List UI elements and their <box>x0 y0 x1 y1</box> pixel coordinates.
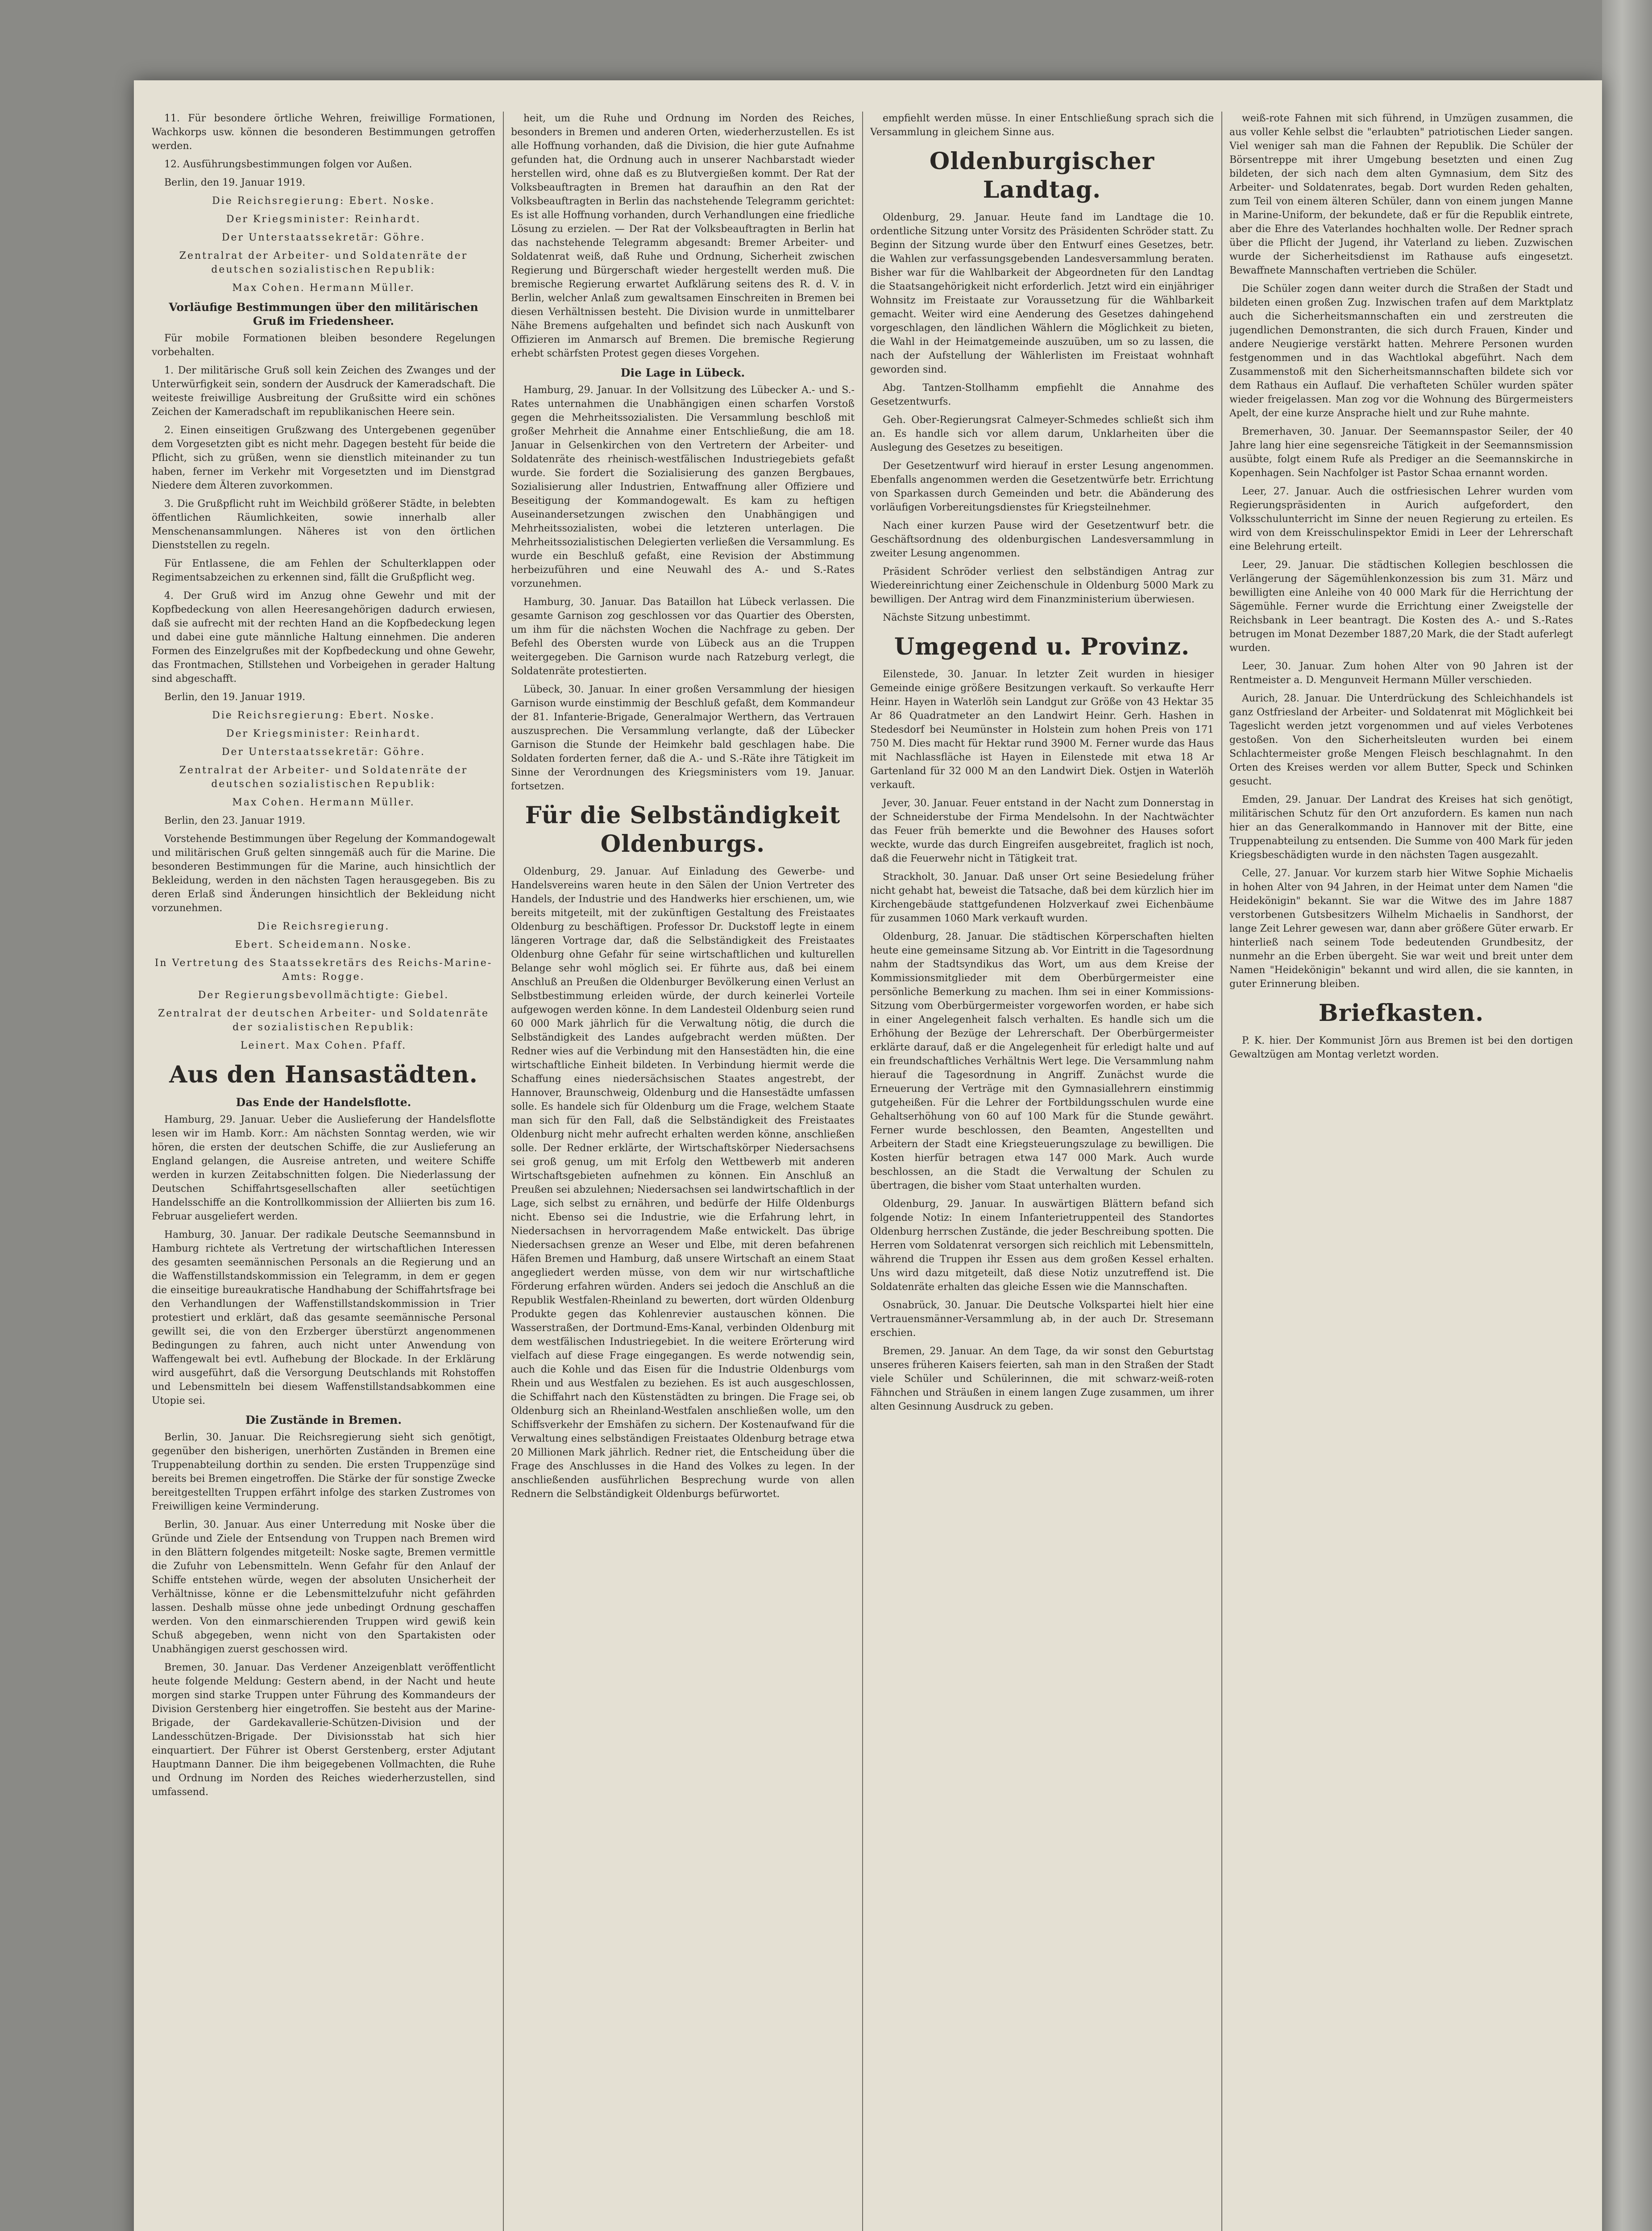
article-subheading: Die Lage in Lübeck. <box>620 366 745 379</box>
article-paragraph: Für Entlassene, die am Fehlen der Schulterklappen oder Regimentsabzeichen zu erkennen sind, fällt die Grußpflicht weg. <box>152 558 495 583</box>
column-3 <box>870 112 1214 2231</box>
article-paragraph: Berlin, den 23. Januar 1919. <box>164 815 306 826</box>
article-paragraph: Abg. Tantzen-Stollhamm empfiehlt die Annahme des Gesetzentwurfs. <box>870 382 1214 407</box>
article-paragraph: Oldenburg, 29. Januar. Heute fand im Landtage die 10. ordentliche Sitzung unter Vorsitz des Präsidenten Schröder statt. Zu Beginn der Sitzung wurde über den Entwurf eines Gesetzes, betr. die Wahlen zur verfassungsgebenden Landesversammlung beraten. Bisher war für die Wahlbarkeit der Abgeordneten für den Landtag die Staatsangehörigkeit nicht erforderlich. Jetzt wird ein einjähriger Wohnsitz im Freistaate zur Voraussetzung für die Wählbarkeit gemacht. Weiter wird eine Aenderung des Gesetzes dahingehend vorgeschlagen, den ländlichen Wählern die Möglichkeit zu bieten, die Wahl in der Heimatgemeinde auszuüben, um so zu lassen, die nach der Aufstellung der Wählerlisten im Freistaat wohnhaft geworden sind. <box>870 212 1214 375</box>
signature-line: Der Kriegsminister: Reinhardt. <box>226 728 421 739</box>
article-paragraph: Für mobile Formationen bleiben besondere Regelungen vorbehalten. <box>152 333 495 358</box>
section-heading: Umgegend u. Provinz. <box>894 633 1190 660</box>
article-paragraph: Nächste Sitzung unbestimmt. <box>883 612 1031 623</box>
article-paragraph: Leer, 29. Januar. Die städtischen Kollegien beschlossen die Verlängerung der Sägemühlenkonzession bis zum 31. März und bewilligten eine Anleihe von 40 000 Mark für die Herrichtung der Sägemühle. Ferner wurde die Errichtung einer Zweigstelle der Reichsbank in Leer beantragt. Die Kosten des A.- und S.-Rates betrugen im Monat Dezember 1887,20 Mark, die der Stadt auferlegt wurden. <box>1229 560 1573 654</box>
article-paragraph: Leer, 27. Januar. Auch die ostfriesischen Lehrer wurden vom Regierungspräsidenten in Aurich aufgefordert, den Volksschulunterricht im Sinne der neuen Regierung zu erteilen. Es wird von dem Kreisschulinspektor Emidi in Leer der Lehrerschaft eine Belehrung erteilt. <box>1229 486 1573 552</box>
article-paragraph: Vorstehende Bestimmungen über Regelung der Kommandogewalt und militärischen Gruß gelten sinngemäß auch für die Marine. Die besonderen Bestimmungen für die Marine, auch hinsichtlich der Bekleidung, werden in den nächsten Tagen herausgegeben. Bis zu deren Erlaß sind Änderungen hinsichtlich der Bekleidung nicht vorzunehmen. <box>152 834 495 914</box>
article-paragraph: Hamburg, 29. Januar. Ueber die Auslieferung der Handelsflotte lesen wir im Hamb. Korr.: Am nächsten Sonntag werden, wie wir hören, die ersten der deutschen Schiffe, die zur Auslieferung an England gelangen, die Ausreise antreten, und weitere Schiffe werden in kurzen Zeitabschnitten folgen. Die Niederlassung der Deutschen Schiffahrtsgesellschaften aller seetüchtigen Handelsschiffe an die Kontrollkommission der Alliierten bis zum 16. Februar ausgeliefert werden. <box>152 1114 495 1222</box>
signature-line: Der Kriegsminister: Reinhardt. <box>226 214 421 225</box>
signature-line: Die Reichsregierung: Ebert. Noske. <box>212 710 435 721</box>
article-subheading: Das Ende der Handelsflotte. <box>236 1096 411 1109</box>
scan-margin <box>1602 0 1652 2231</box>
article-paragraph: Aurich, 28. Januar. Die Unterdrückung des Schleichhandels ist ganz Ostfriesland der Arbeiter- und Soldatenrat mit Möglichkeit bei Tageslicht werden jetzt vorgenommen und auf vieles Verbotenes gestoßen. Von den Sicherheitsleuten wurden bei einem Schlachtermeister große Mengen Fleisch beschlagnahmt. In den Orten des Kreises werden vor allem Butter, Speck und Schinken gesucht. <box>1229 693 1573 787</box>
column-4 <box>1229 112 1573 2231</box>
signature-line: Die Reichsregierung. <box>257 921 390 932</box>
column-rule <box>862 112 863 2231</box>
article-paragraph: Hamburg, 29. Januar. In der Vollsitzung des Lübecker A.- und S.-Rates unternahmen die Unabhängigen einen scharfen Vorstoß gegen die Mehrheitssozialisten. Die Versammlung beschloß mit großer Mehrheit die Annahme einer Entschließung, die am 18. Januar in Gelsenkirchen von den Vertretern der Arbeiter- und Soldatenräte des rheinisch-westfälischen Industriegebiets gefaßt wurde. Sie fordert die Sozialisierung des ganzen Bergbaues, Sozialisierung aller Industrien, Entwaffnung aller Offiziere und Beseitigung der Kommandogewalt. Es kam zu heftigen Auseinandersetzungen zwischen den Unabhängigen und Mehrheitssozialisten, wobei die letzteren unterlagen. Die Mehrheitssozialistischen Delegierten verließen die Versammlung. Es wurde ein Beschluß gefaßt, eine Revision der Abstimmung herbeizuführen und eine Neuwahl des A.- und S.-Rates vorzunehmen. <box>511 385 855 589</box>
article-paragraph: Hamburg, 30. Januar. Der radikale Deutsche Seemannsbund in Hamburg richtete als Vertretung der wirtschaftlichen Interessen des gesamten seemännischen Personals an die Regierung und an die Waffenstillstandskommission ein Telegramm, in dem er gegen die einseitige bureaukratische Handhabung der Schiffahrtsfrage bei den Verhandlungen der Waffenstillstandskommission in Trier protestiert und erklärt, daß das gesamte seemännische Personal gewillt sei, die von den Erzberger überstürzt angenommenen Bedingungen zu fahren, auch nicht unter Anwendung von Waffengewalt bei evtl. Aufhebung der Blockade. In der Erklärung wird ausgeführt, daß die Versorgung Deutschlands mit Rohstoffen und Lebensmitteln bei diesem Waffenstillstandsabkommen eine Utopie sei. <box>152 1229 495 1406</box>
article-paragraph: Berlin, 30. Januar. Aus einer Unterredung mit Noske über die Gründe und Ziele der Entsendung von Truppen nach Bremen wird in den Blättern folgendes mitgeteilt: Noske sagte, Bremen vermittle die Zufuhr von Lebensmitteln. Wenn Gefahr für den Anlauf der Schiffe entstehen würde, wegen der absoluten Unsicherheit der Verhältnisse, könne er die Lebensmittelzufuhr nicht gefährden lassen. Deshalb müsse ohne jede unbedingt Ordnung geschaffen werden. Von den einmarschierenden Truppen wird gewiß kein Schuß abgegeben, wenn nicht von den Spartakisten oder Unabhängigen zuerst geschossen wird. <box>152 1519 495 1655</box>
signature-line: Zentralrat der Arbeiter- und Soldatenräte der deutschen sozialistischen Republik: <box>179 250 468 275</box>
signature-line: Ebert. Scheidemann. Noske. <box>235 939 412 950</box>
article-paragraph: Strackholt, 30. Januar. Daß unser Ort seine Besiedelung früher nicht gehabt hat, beweist die Tatsache, daß bei dem kürzlich hier im Kirchengebäude stattgefundenen Holzverkauf zwei Eichenbäume für zusammen 1060 Mark verkauft wurden. <box>870 871 1214 924</box>
article-paragraph: Berlin, den 19. Januar 1919. <box>164 692 306 703</box>
article-paragraph: Eilenstede, 30. Januar. In letzter Zeit wurden in hiesiger Gemeinde einige größere Besitzungen verkauft. So verkaufte Herr Heinr. Hayen in Waterlöh sein Landgut zur Größe von 43 Hektar 35 Ar 86 Quadratmeter an den Landwirt Heinr. Gerh. Hashen in Stedesdorf bei Neumünster in Holstein zum hohen Preis von 171 750 M. Dies macht für Hektar rund 3900 M. Ferner wurde das Haus mit Nachlassfläche ist Hayen in Eilenstede mit etwa 18 Ar Gartenland für 32 000 M an den Landwirt Diek. Ostjen in Waterlöh verkauft. <box>870 669 1214 791</box>
article-paragraph: Präsident Schröder verliest den selbständigen Antrag zur Wiedereinrichtung einer Zeichenschule in Oldenburg 5000 Mark zu bewilligen. Der Antrag wird dem Finanzministerium überwiesen. <box>870 566 1214 605</box>
signature-line: Max Cohen. Hermann Müller. <box>232 797 415 808</box>
section-heading: Aus den Hansastädten. <box>169 1061 478 1088</box>
newspaper-page <box>134 80 1602 2231</box>
signature-line: Der Unterstaatssekretär: Göhre. <box>221 746 426 758</box>
signature-line: Der Regierungsbevollmächtigte: Giebel. <box>198 990 449 1001</box>
article-paragraph: Geh. Ober-Regierungsrat Calmeyer-Schmedes schließt sich ihm an. Es handle sich vor allem darum, Unklarheiten über die Auslegung des Gesetzes zu beseitigen. <box>870 415 1214 453</box>
article-paragraph: 1. Der militärische Gruß soll kein Zeichen des Zwanges und der Unterwürfigkeit sein, sondern der Ausdruck der Kameradschaft. Die weiteste freiwillige Ausbreitung der Grußsitte wird ein schönes Zeichen der Kameradschaft im republikanischen Heere sein. <box>152 365 495 418</box>
article-subheading: Vorläufige Bestimmungen über den militärischen Gruß im Friedensheer. <box>169 301 478 328</box>
article-subheading: Die Zustände in Bremen. <box>245 1414 402 1427</box>
article-paragraph: Osnabrück, 30. Januar. Die Deutsche Volkspartei hielt hier eine Vertrauensmänner-Versammlung ab, in der auch Dr. Stresemann erschien. <box>870 1300 1214 1339</box>
signature-line: Die Reichsregierung: Ebert. Noske. <box>212 195 435 207</box>
article-paragraph: Berlin, den 19. Januar 1919. <box>164 177 306 188</box>
column-2 <box>511 112 855 2231</box>
section-heading: Oldenburgischer Landtag. <box>929 148 1155 203</box>
article-paragraph: Hamburg, 30. Januar. Das Bataillon hat Lübeck verlassen. Die gesamte Garnison zog geschlossen vor das Quartier des Obersten, um ihm für die nächsten Wochen die Nachfrage zu geben. Der Befehl des Obersten wurde von Lübeck aus an die Truppen weitergegeben. Die Garnison wurde nach Ratzeburg verlegt, die Soldatenräte protestierten. <box>511 597 855 677</box>
article-paragraph: 4. Der Gruß wird im Anzug ohne Gewehr und mit der Kopfbedeckung von allen Heeresangehörigen dadurch erwiesen, daß sie aufrecht mit der rechten Hand an die Kopfbedeckung legen und dabei eine gute männliche Haltung einnehmen. Die anderen Formen des Einzelgrußes mit der Kopfbedeckung und ohne Gewehr, das Frontmachen, Stillstehen und Vorbeigehen in gerader Haltung sind abgeschafft. <box>152 590 495 684</box>
column-rule <box>503 112 504 2231</box>
article-paragraph: 12. Ausführungsbestimmungen folgen vor Außen. <box>164 159 412 170</box>
article-paragraph: Nach einer kurzen Pause wird der Gesetzentwurf betr. die Geschäftsordnung des oldenburgischen Landesversammlung in zweiter Lesung angenommen. <box>870 520 1214 559</box>
article-paragraph: Bremerhaven, 30. Januar. Der Seemannspastor Seiler, der 40 Jahre lang hier eine segensreiche Tätigkeit in der Seemannsmission ausübte, folgt einem Rufe als Prediger an die Seemannskirche in Kopenhagen. Sein Nachfolger ist Pastor Schaa ernannt worden. <box>1229 426 1573 479</box>
section-heading: Für die Selbständigkeit Oldenburgs. <box>525 802 841 858</box>
article-paragraph: Berlin, 30. Januar. Die Reichsregierung sieht sich genötigt, gegenüber den bisherigen, unerhörten Zuständen in Bremen eine Truppenabteilung dorthin zu senden. Die ersten Truppenzüge sind bereits bei Bremen eingetroffen. Die Stärke der für sonstige Zwecke bereitgestellten Truppen erfährt infolge des starken Zustromes von Freiwilligen keine Verminderung. <box>152 1432 495 1512</box>
signature-line: Leinert. Max Cohen. Pfaff. <box>240 1040 407 1051</box>
article-paragraph: empfiehlt werden müsse. In einer Entschließung sprach sich die Versammlung in gleichem Sinne aus. <box>870 113 1214 138</box>
article-paragraph: Oldenburg, 29. Januar. In auswärtigen Blättern befand sich folgende Notiz: In einem Infanterietruppenteil des Standortes Oldenburg herrschen Zustände, die jeder Beschreibung spotten. Die Herren vom Soldatenrat versorgen sich reichlich mit Lebensmitteln, während die Truppen ihr Essen aus dem großen Kessel erhalten. Uns wird dazu mitgeteilt, daß diese Notiz unzutreffend ist. Die Soldatenräte erhalten das gleiche Essen wie die Mannschaften. <box>870 1198 1214 1293</box>
column-rule <box>1221 112 1222 2231</box>
signature-line: Der Unterstaatssekretär: Göhre. <box>221 232 426 243</box>
article-paragraph: Emden, 29. Januar. Der Landrat des Kreises hat sich genötigt, militärischen Schutz für den Ort anzufordern. Es kamen nun nach hier an das Generalkommando in Hannover mit der Bitte, eine Truppenabteilung zu entsenden. Die Summe von 400 Mark für jeden Kriegsbeschädigten wurde in den nächsten Tagen ausgezahlt. <box>1229 794 1573 861</box>
article-paragraph: Lübeck, 30. Januar. In einer großen Versammlung der hiesigen Garnison wurde einstimmig der Beschluß gefaßt, dem Kommandeur der 81. Infanterie-Brigade, Generalmajor Werthern, das Vertrauen auszusprechen. Die Versammlung verlangte, daß der Lübecker Garnison die Stunde der Heimkehr bald geschlagen habe. Die Soldaten forderten ferner, daß die A.- und S.-Räte ihre Tätigkeit im Sinne der Verordnungen des Kriegsministers vom 19. Januar. fortsetzen. <box>511 684 855 792</box>
column-1 <box>152 112 495 2231</box>
article-paragraph: 2. Einen einseitigen Grußzwang des Untergebenen gegenüber dem Vorgesetzten gibt es nicht mehr. Dagegen besteht für beide die Pflicht, sich zu grüßen, wenn sie dienstlich miteinander zu tun haben, ferner im Verkehr mit Vorgesetzten und im Dienstgrad Niedere dem Älteren zuvorkommen. <box>152 425 495 491</box>
article-paragraph: 3. Die Grußpflicht ruht im Weichbild größerer Städte, in belebten öffentlichen Räumlichkeiten, sowie innerhalb aller Menschenansammlungen. Näheres ist von den örtlichen Dienststellen zu regeln. <box>152 498 495 551</box>
article-paragraph: Jever, 30. Januar. Feuer entstand in der Nacht zum Donnerstag in der Schneiderstube der Firma Mendelsohn. In der Nachtwächter das Feuer früh bemerkte und die Bewohner des Hauses sofort weckte, wurde das durch Eingreifen ausgebreitet, fraglich ist noch, daß die Feuerwehr nicht in Tätigkeit trat. <box>870 798 1214 864</box>
article-paragraph: Oldenburg, 29. Januar. Auf Einladung des Gewerbe- und Handelsvereins waren heute in den Sälen der Union Vertreter des Handels, der Industrie und des Handwerks hier erschienen, um, wie bereits mitgeteilt, mit der zukünftigen Gestaltung des Freistaates Oldenburg zu beschäftigen. Professor Dr. Duckstoff legte in einem längeren Vortrage dar, daß die Selbständigkeit des Freistaates Oldenburg ohne Gefahr für seine wirtschaftlichen und kulturellen Belange sehr wohl möglich sei. Er führte aus, daß bei einem Anschluß an Preußen die Oldenburger Bevölkerung einen Verlust an Selbstbestimmung erleiden würde, der durch keinerlei Vorteile aufgewogen werden könne. In dem Landesteil Oldenburg seien rund 60 000 Mark jährlich für die Verwaltung nötig, die durch die Selbständigkeit des Landes aufgebracht werden müßten. Der Redner wies auf die Verbindung mit den Hansestädten hin, die eine wirtschaftliche Einheit bildeten. In Verbindung hiermit werde die Schaffung eines niedersächsischen Staates angestrebt, der Hannover, Braunschweig, Oldenburg und die Hansestädte umfassen solle. Es handele sich für Oldenburg um die Frage, welchem Staate man sich für den Fall, daß die Selbständigkeit des Freistaates Oldenburg nicht mehr aufrecht erhalten werden könne, anschließen solle. Der Redner erklärte, der Wirtschaftskörper Niedersachsens sei groß genug, um mit Erfolg den Wettbewerb mit anderen Wirtschaftsgebieten aufnehmen zu können. Ein Anschluß an Preußen sei abzulehnen; Niedersachsen sei landwirtschaftlich in der Lage, sich selbst zu ernähren, und bedürfe der Hilfe Oldenburgs nicht. Ebenso sei die Industrie, wie die Erfahrung lehrt, in Niedersachsen in hervorragendem Maße entwickelt. Das übrige Niedersachsen grenze an Weser und Elbe, mit deren befahrenen Häfen Bremen und Hamburg, daß unsere Wirtschaft an einem Staat angegliedert werden müsse, von dem wir nur wirtschaftliche Förderung erfahren würden. Anders sei jedoch die Anschluß an die Republik Westfalen-Rheinland zu bewerten, dort würden Oldenburg Produkte gegen das Kohlenrevier austauschen können. Die Wasserstraßen, der Dortmund-Ems-Kanal, verbinden Oldenburg mit dem westfälischen Industriegebiet. In die weitere Erörterung wird vielfach auf diese Frage eingegangen. Es werde notwendig sein, auch die Kohle und das Eisen für die Industrie Oldenburgs vom Rhein und aus Westfalen zu beziehen. Es ist auch ausgeschlossen, die Schiffahrt nach den Küstenstädten zu bringen. Die Frage sei, ob Oldenburg sich an Rheinland-Westfalen anschließen wolle, um den Schiffsverkehr der Emshäfen zu sichern. Der Kostenaufwand für die Verwaltung eines selbständigen Freistaates Oldenburg betrage etwa 20 Millionen Mark jährlich. Redner riet, die Entscheidung über die Frage des Anschlusses in die Hand des Volkes zu legen. In der anschließenden ausführlichen Besprechung wurde von allen Rednern die Selbständigkeit Oldenburgs befürwortet. <box>511 866 855 1500</box>
article-paragraph: Leer, 30. Januar. Zum hohen Alter von 90 Jahren ist der Rentmeister a. D. Mengunveit Hermann Müller verschieden. <box>1229 661 1573 686</box>
article-paragraph: heit, um die Ruhe und Ordnung im Norden des Reiches, besonders in Bremen und anderen Orten, wiederherzustellen. Es ist alle Hoffnung vorhanden, daß die Division, die hier gute Aufnahme gefunden hat, die Ordnung auch in unserer Nachbarstadt wieder herstellen wird, ohne daß es zu Blutvergießen kommt. Der Rat der Volksbeauftragten in Bremen hat daraufhin an den Rat der Volksbeauftragten in Berlin das nachstehende Telegramm gerichtet: Es ist alle Hoffnung vorhanden, durch Verhandlungen eine friedliche Lösung zu erzielen. — Der Rat der Volksbeauftragten in Berlin hat das nachstehende Telegramm abgesandt: Bremer Arbeiter- und Soldatenrat weiß, daß Ruhe und Ordnung, Sicherheit zwischen Regierung und Bürgerschaft wieder hergestellt werden muß. Die bremische Regierung erwartet Aufklärung seitens des R. d. V. in Berlin, welcher Anlaß zum gewaltsamen Einschreiten in Bremen bei diesen Verhältnissen besteht. Die Division wurde in unmittelbarer Nähe Bremens aufgehalten und befindet sich nach Auskunft von Offizieren im Anmarsch auf Bremen. Die bremische Regierung erhebt schärfsten Protest gegen dieses Vorgehen. <box>511 113 855 359</box>
article-paragraph: P. K. hier. Der Kommunist Jörn aus Bremen ist bei den dortigen Gewaltzügen am Montag verletzt worden. <box>1229 1035 1573 1060</box>
signature-line: Zentralrat der deutschen Arbeiter- und Soldatenräte der sozialistischen Republik: <box>158 1008 489 1033</box>
article-paragraph: 11. Für besondere örtliche Wehren, freiwillige Formationen, Wachkorps usw. können die besonderen Bestimmungen getroffen werden. <box>152 113 495 152</box>
section-heading: Briefkasten. <box>1318 999 1484 1027</box>
article-paragraph: Der Gesetzentwurf wird hierauf in erster Lesung angenommen. Ebenfalls angenommen werden die Gesetzentwürfe betr. Errichtung von Sparkassen durch Gemeinden und betr. die Abänderung des vorläufigen Vorbereitungsdienstes für Kriegsteilnehmer. <box>870 460 1214 513</box>
signature-line: Max Cohen. Hermann Müller. <box>232 282 415 294</box>
article-paragraph: Bremen, 30. Januar. Das Verdener Anzeigenblatt veröffentlicht heute folgende Meldung: Gestern abend, in der Nacht und heute morgen sind starke Truppen unter Führung des Kommandeurs der Division Gerstenberg hier eingetroffen. Sie besteht aus der Marine-Brigade, der Gardekavallerie-Schützen-Division und der Landesschützen-Brigade. Der Divisionsstab hat sich hier einquartiert. Der Führer ist Oberst Gerstenberg, erster Adjutant Hauptmann Danner. Die ihm beigegebenen Vollmachten, die Ruhe und Ordnung im Norden des Reiches wiederherzustellen, sind umfassend. <box>152 1662 495 1798</box>
article-paragraph: Die Schüler zogen dann weiter durch die Straßen der Stadt und bildeten einen großen Zug. Inzwischen trafen auf dem Marktplatz auch die Sicherheitsmannschaften ein und zerstreuten die jugendlichen Demonstranten, die sich durch Frauen, Kinder und andere Neugierige verstärkt hatten. Mehrere Personen wurden festgenommen und in das Wachtlokal abgeführt. Nach dem Zusammenstoß mit den Sicherheitsmannschaften bildete sich vor dem Rathaus ein Auflauf. Die verhafteten Schüler wurden später wieder freigelassen. Man zog vor die Wohnung des Bürgermeisters Apelt, der eine kurze Ansprache hielt und zur Ruhe mahnte. <box>1229 283 1573 419</box>
article-paragraph: Bremen, 29. Januar. An dem Tage, da wir sonst den Geburtstag unseres früheren Kaisers feierten, sah man in den Straßen der Stadt viele Schüler und Schülerinnen, die mit schwarz-weiß-roten Fähnchen und Sträußen in einem langen Zuge zusammen, um ihrer alten Gesinnung Ausdruck zu geben. <box>870 1346 1214 1412</box>
article-paragraph: Celle, 27. Januar. Vor kurzem starb hier Witwe Sophie Michaelis in hohen Alter von 94 Jahren, in der Heimat unter dem Namen "die Heidekönigin" bekannt. Sie war die Witwe des im Jahre 1887 verstorbenen Gutsbesitzers Wilhelm Michaelis in Sandhorst, der lange Zeit Lehrer gewesen war, dann aber größere Güter erwarb. Er hinterließ nach seinem Tode bedeutenden Grundbesitz, der nunmehr an die Erben übergeht. Sie war weit und breit unter dem Namen "Heidekönigin" bekannt und wird allen, die sie kannten, in guter Erinnerung bleiben. <box>1229 868 1573 990</box>
article-paragraph: weiß-rote Fahnen mit sich führend, in Umzügen zusammen, die aus voller Kehle selbst die "erlaubten" patriotischen Lieder sangen. Viel weniger sah man die Fahnen der Republik. Die Schüler der Börsentreppe mit ihrer Umgebung besetzten und einen Zug bildeten, der sich nach dem alten Gymnasium, dem Sitz des Arbeiter- und Soldatenrates, begab. Dort wurden Reden gehalten, zum Teil von einem älteren Schüler, dann von einem jungen Manne in Marine-Uniform, der bekundete, daß er für die Republik eintrete, aber die Ehre des Vaterlandes hochhalten wolle. Der Redner sprach über die Pflicht der Jugend, ihr Vaterland zu lieben. Zuzwischen wurde der Sicherheitsdienst im Rathause aufs eingesetzt. Bewaffnete Mannschaften vertrieben die Schüler. <box>1229 113 1573 276</box>
signature-line: Zentralrat der Arbeiter- und Soldatenräte der deutschen sozialistischen Republik: <box>179 765 468 790</box>
signature-line: In Vertretung des Staatssekretärs des Reichs-Marine-Amts: Rogge. <box>154 958 493 983</box>
article-paragraph: Oldenburg, 28. Januar. Die städtischen Körperschaften hielten heute eine gemeinsame Sitzung ab. Vor Eintritt in die Tagesordnung nahm der Stadtsyndikus das Wort, um aus dem Kreise der Kommissionsmitglieder mit dem Oberbürgermeister eine persönliche Bemerkung zu machen. Ihm sei in einer Kommissions-Sitzung vom Oberbürgermeister vorgeworfen worden, er habe sich in einer Angelegenheit falsch verhalten. Es handle sich um die Erhöhung der Bezüge der Lehrerschaft. Der Oberbürgermeister erklärte darauf, daß er die Angelegenheit für erledigt halte und auf ein freundschaftliches Verhältnis Wert lege. Die Versammlung nahm hierauf die Tagesordnung in Angriff. Zunächst wurde die Erneuerung der Verträge mit den Gymnasiallehrern einstimmig gutgeheißen. Für die Lehrer der Fortbildungsschulen wurde eine Gehaltserhöhung von 60 auf 100 Mark für die Stunde gewährt. Ferner wurde beschlossen, den Beamten, Angestellten und Arbeitern der Stadt eine Kriegsteuerungszulage zu bewilligen. Die Kosten hierfür betragen etwa 147 000 Mark. Auch wurde beschlossen, an die Stadt die Verwaltung der Schulen zu übertragen, die bisher vom Staat unterhalten wurden. <box>870 931 1214 1191</box>
